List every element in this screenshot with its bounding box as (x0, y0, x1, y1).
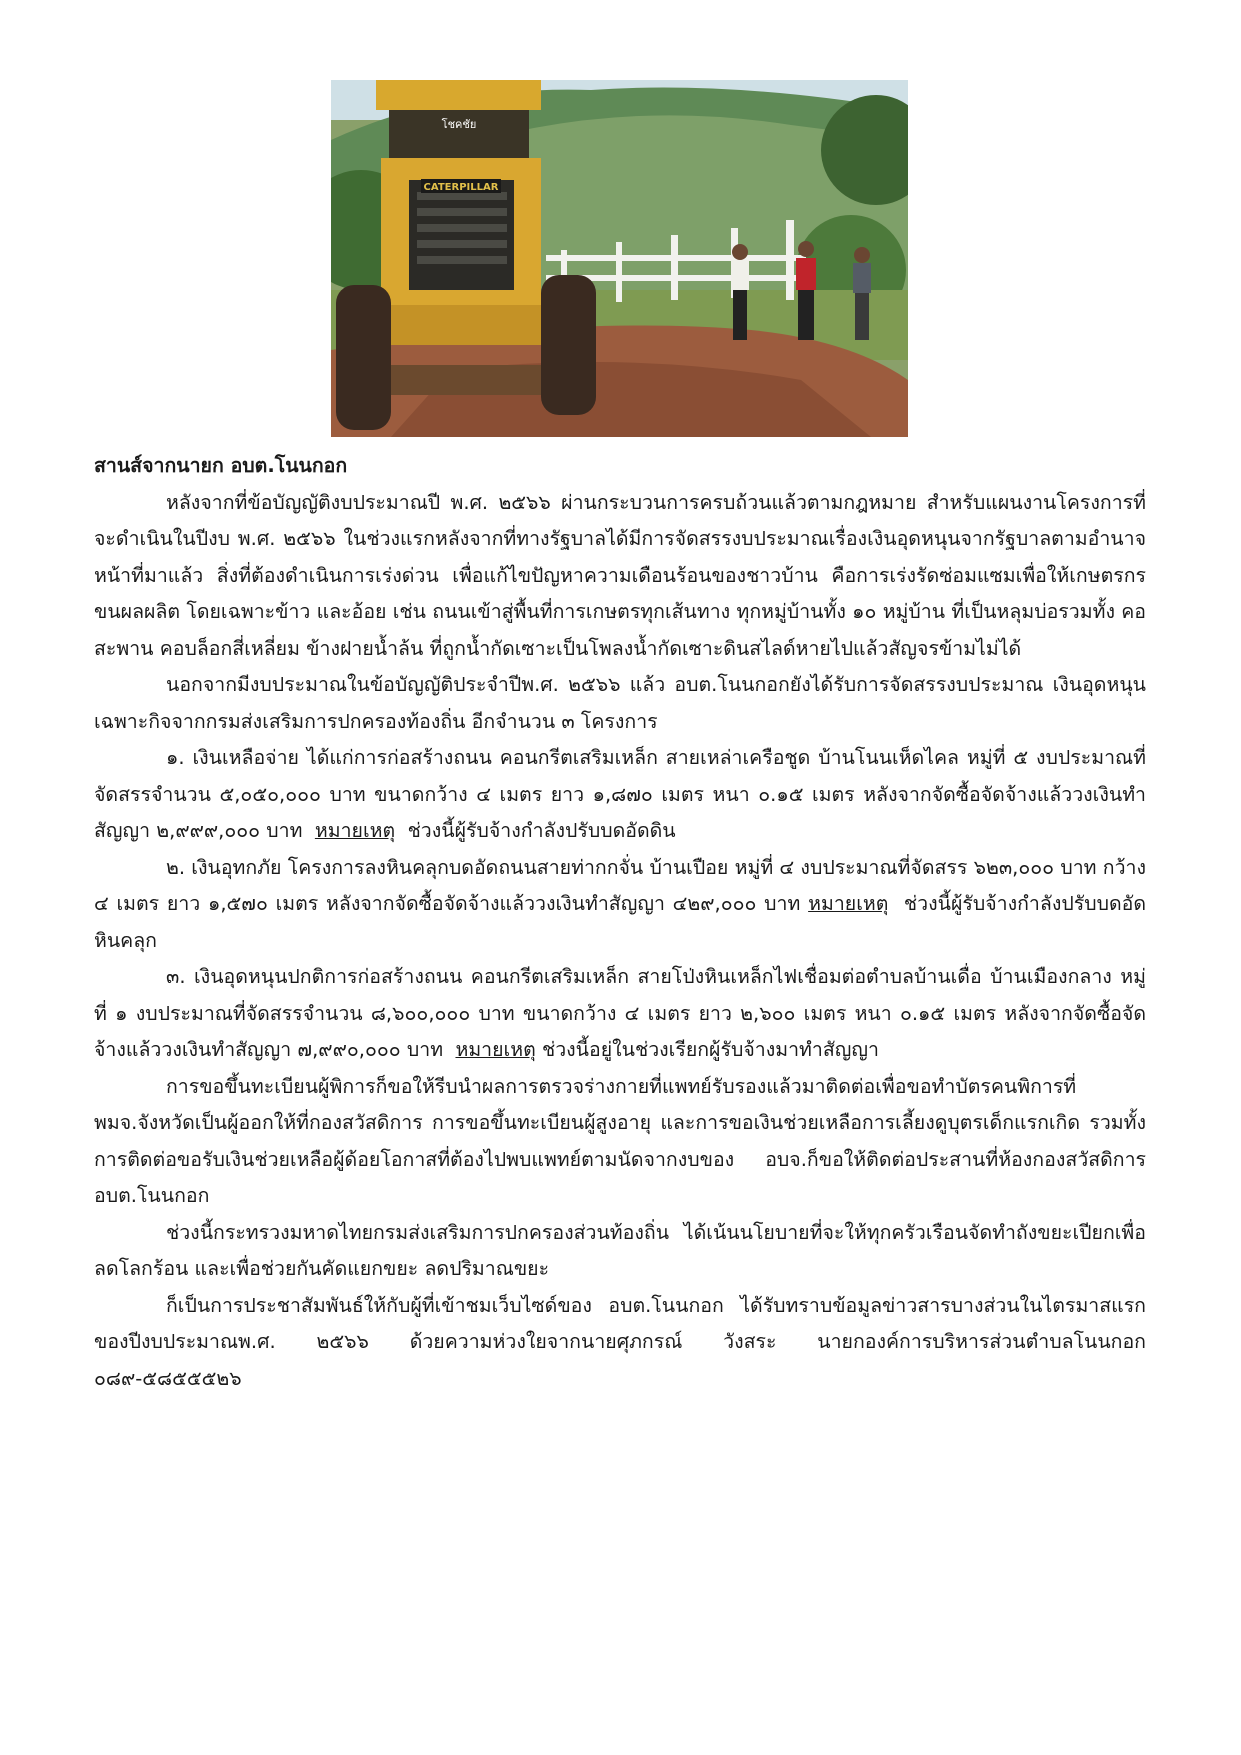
road-grader-photo-icon (331, 80, 908, 437)
project-1-note-label: หมายเหตุ (314, 819, 396, 842)
page-title: สานส์จากนายก อบต.โนนกอก (94, 454, 348, 477)
letter-body (94, 448, 1146, 1397)
paragraph-1: หลังจากที่ข้อบัญญัติงบประมาณปี พ.ศ. ๒๕๖๖ ผ่านกระบวนการครบถ้วนแล้วตามกฎหมาย สำหรับแผนงานโครงการที่จะดำเนินในปีงบ พ.ศ. ๒๕๖๖ ในช่วงแรกหลังจากที่ทางรัฐบาลได้มีการจัดสรรงบประมาณเรื่องเงินอุดหนุนจากรัฐบาลตามอำนาจหน้าที่มาแล้ว สิ่งที่ต้องดำเนินการเร่งด่วน เพื่อแก้ไขปัญหาความเดือนร้อนของชาวบ้าน คือการเร่งรัดซ่อมแซมเพื่อให้เกษตรกรขนผลผลิต โดยเฉพาะข้าว และอ้อย เช่น ถนนเข้าสู่พื้นที่การเกษตรทุกเส้นทาง ทุกหมู่บ้านทั้ง ๑๐ หมู่บ้าน ที่เป็นหลุมบ่อรวมทั้ง คอสะพาน คอบล็อกสี่เหลี่ยม ข้างฝายน้ำล้น ที่ถูกน้ำกัดเซาะเป็นโพลงน้ำกัดเซาะดินสไลด์หายไปแล้วสัญจรข้ามไม่ได้ (94, 490, 1146, 660)
project-2-text: ๒. เงินอุทกภัย โครงการลงหินคลุกบดอัดถนนสายท่ากกจั่น บ้านเปือย หมู่ที่ ๔ งบประมาณที่จัดสรร ๖๒๓,๐๐๐ บาท กว้าง ๔ เมตร ยาว ๑,๕๗๐ เมตร หลังจากจัดซื้อจัดจ้างแล้ววงเงินทำสัญญา ๔๒๙,๐๐๐ บาท (94, 855, 1146, 915)
project-3-note-text: ช่วงนี้อยู่ในช่วงเรียกผู้รับจ้างมาทำสัญญา (541, 1038, 879, 1061)
paragraph-welfare: การขอขึ้นทะเบียนผู้พิการก็ขอให้รีบนำผลการตรวจร่างกายที่แพทย์รับรองแล้วมาติดต่อเพื่อขอทำบัตรคนพิการที่ พมจ.จังหวัดเป็นผู้ออกให้ที่กองสวัสดิการ การขอขึ้นทะเบียนผู้สูงอายุ และการขอเงินช่วยเหลือการเลี้ยงดูบุตรเด็กแรกเกิด รวมทั้ง การติดต่อขอรับเงินช่วยเหลือผู้ด้อยโอกาสที่ต้องไปพบแพทย์ตามนัดจากงบของ อบจ.ก็ขอให้ติดต่อประสานที่ห้องกองสวัสดิการ อบต.โนนกอก (94, 1074, 1146, 1207)
paragraph-closing: ก็เป็นการประชาสัมพันธ์ให้กับผู้ที่เข้าชมเว็บไซด์ของ อบต.โนนกอก ได้รับทราบข้อมูลข่าวสารบางส่วนในไตรมาสแรก ของปีงบประมาณพ.ศ. ๒๕๖๖ ด้วยความห่วงใยจากนายศุภกรณ์ วังสระ นายกองค์การบริหารส่วนตำบลโนนกอก ๐๘๙-๕๘๕๕๕๒๖ (94, 1293, 1146, 1390)
grader-brand-label: CATERPILLAR (423, 182, 499, 193)
project-3-note-label: หมายเหตุ (455, 1038, 536, 1061)
project-1-note-text: ช่วงนี้ผู้รับจ้างกำลังปรับบดอัดดิน (407, 819, 676, 842)
paragraph-2: นอกจากมีงบประมาณในข้อบัญญัติประจำปีพ.ศ. ๒๕๖๖ แล้ว อบต.โนนกอกยังได้รับการจัดสรรงบประมาณ เงินอุดหนุนเฉพาะกิจจากกรมส่งเสริมการปกครองท้องถิ่น อีกจำนวน ๓ โครงการ (94, 673, 1146, 733)
paragraph-project-1 (94, 740, 1146, 850)
paragraph-project-3 (94, 959, 1146, 1069)
project-2-note-text: ช่วงนี้ผู้รับจ้างกำลังปรับบดอัดหินคลุก (94, 892, 1146, 952)
paragraph-waste: ช่วงนี้กระทรวงมหาดไทยกรมส่งเสริมการปกครองส่วนท้องถิ่น ได้เน้นนโยบายที่จะให้ทุกครัวเรือนจัดทำถังขยะเปียกเพื่อลดโลกร้อน และเพื่อช่วยกันคัดแยกขยะ ลดปริมาณขยะ (94, 1220, 1146, 1280)
project-2-note-label: หมายเหตุ (808, 892, 889, 915)
cab-sign-label: โชคชัย (441, 118, 477, 131)
project-1-text: ๑. เงินเหลือจ่าย ได้แก่การก่อสร้างถนน คอนกรีตเสริมเหล็ก สายเหล่าเครือชูด บ้านโนนเห็ดไคล หมู่ที่ ๕ งบประมาณที่จัดสรรจำนวน ๕,๐๕๐,๐๐๐ บาท ขนาดกว้าง ๔ เมตร ยาว ๑,๘๗๐ เมตร หนา ๐.๑๕ เมตร หลังจากจัดซื้อจัดจ้างแล้ววงเงินทำสัญญา ๒,๙๙๙,๐๐๐ บาท (94, 746, 1146, 842)
paragraph-project-2 (94, 850, 1146, 960)
project-3-text: ๓. เงินอุดหนุนปกติการก่อสร้างถนน คอนกรีตเสริมเหล็ก สายโป่งหินเหล็กไฟเชื่อมต่อตำบลบ้านเดื่อ บ้านเมืองกลาง หมู่ที่ ๑ งบประมาณที่จัดสรรจำนวน ๘,๖๐๐,๐๐๐ บาท ขนาดกว้าง ๔ เมตร ยาว ๒,๖๐๐ เมตร หนา ๐.๑๕ เมตร หลังจากจัดซื้อจัดจ้างแล้ววงเงินทำสัญญา ๗,๙๙๐,๐๐๐ บาท (94, 965, 1146, 1061)
road-grader-photo (331, 80, 908, 437)
